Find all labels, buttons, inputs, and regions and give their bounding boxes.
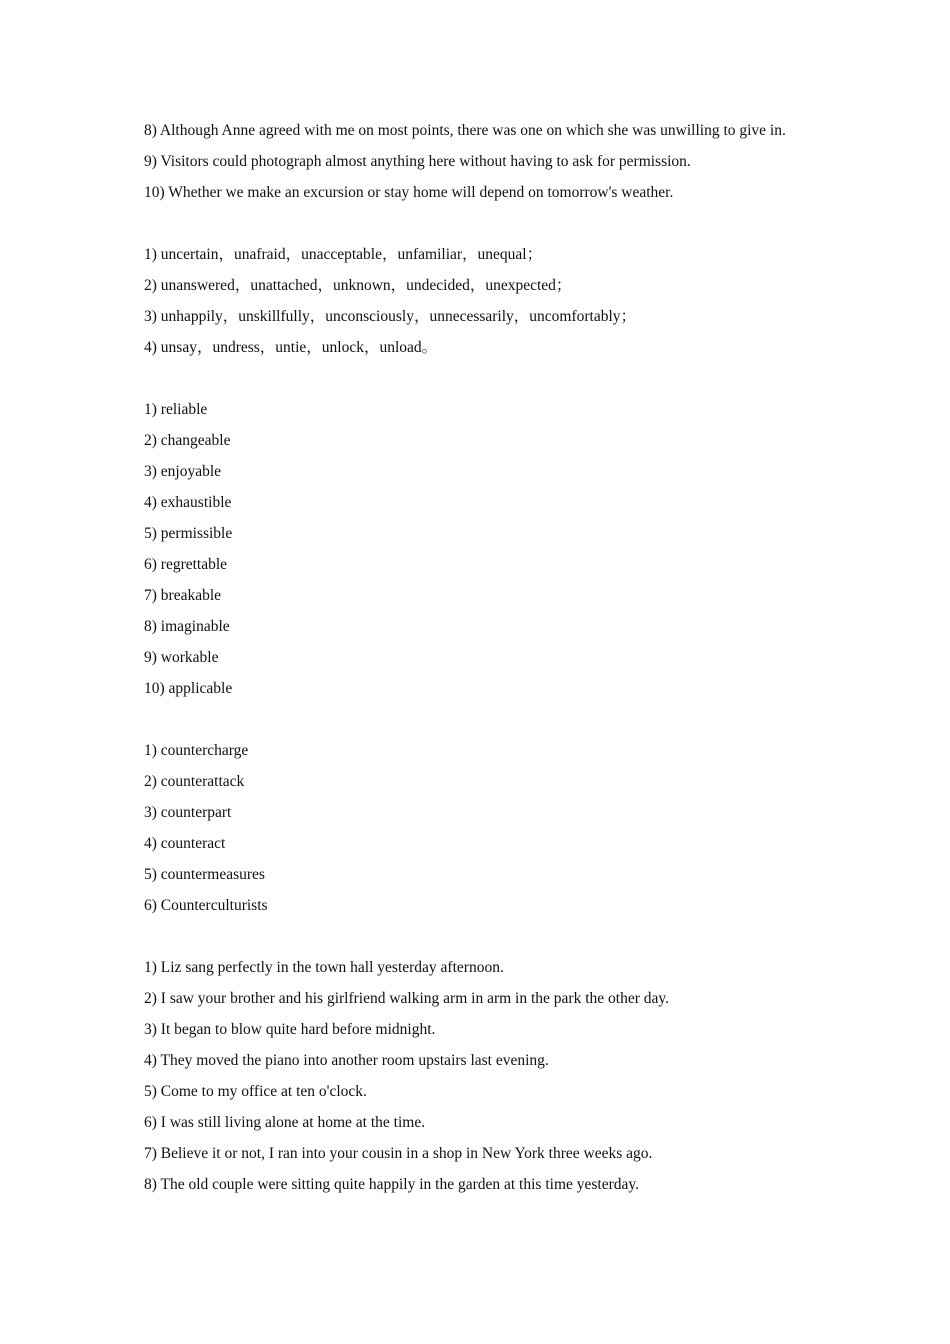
answer-item: 2) counterattack xyxy=(144,773,245,790)
answer-item: 3) enjoyable xyxy=(144,463,222,480)
document-page xyxy=(144,118,809,1203)
answer-item: 8) Although Anne agreed with me on most points, there was one on which she was unwilling to give in. xyxy=(144,122,786,139)
answer-item: 4) They moved the piano into another room upstairs last evening. xyxy=(144,1052,549,1069)
answer-item: 8) The old couple were sitting quite happily in the garden at this time yesterday. xyxy=(144,1176,640,1193)
answer-item: 1) countercharge xyxy=(144,742,249,759)
answer-item: 10) applicable xyxy=(144,680,233,697)
answer-item: 5) countermeasures xyxy=(144,866,265,883)
section-gap xyxy=(144,366,809,397)
section-gap xyxy=(144,211,809,242)
answer-item: 1) reliable xyxy=(144,401,208,418)
answer-item: 5) Come to my office at ten o'clock. xyxy=(144,1083,367,1100)
answer-item: 9) workable xyxy=(144,649,219,666)
answer-item: 6) I was still living alone at home at the time. xyxy=(144,1114,426,1131)
section-gap xyxy=(144,707,809,738)
answer-item: 10) Whether we make an excursion or stay home will depend on tomorrow's weather. xyxy=(144,184,674,201)
section-sentences-continued xyxy=(144,118,809,205)
answer-item: 7) Believe it or not, I ran into your cousin in a shop in New York three weeks ago. xyxy=(144,1145,653,1162)
answer-item: 2) unanswered，unattached，unknown，undecided，unexpected； xyxy=(144,277,572,294)
answer-item: 3) counterpart xyxy=(144,804,232,821)
answer-item: 4) exhaustible xyxy=(144,494,232,511)
section-counter-prefix-words xyxy=(144,738,809,918)
answer-item: 1) Liz sang perfectly in the town hall yesterday afternoon. xyxy=(144,959,504,976)
answer-item: 3) unhappily，unskillfully，unconsciously，unnecessarily，uncomfortably； xyxy=(144,308,637,325)
answer-item: 2) changeable xyxy=(144,432,231,449)
answer-item: 6) Counterculturists xyxy=(144,897,268,914)
answer-item: 8) imaginable xyxy=(144,618,230,635)
answer-item: 6) regrettable xyxy=(144,556,228,573)
section-un-prefix-words xyxy=(144,242,809,360)
answer-item: 5) permissible xyxy=(144,525,233,542)
section-gap xyxy=(144,924,809,955)
answer-item: 1) uncertain，unafraid，unacceptable，unfamiliar，unequal； xyxy=(144,246,543,263)
answer-item: 4) counteract xyxy=(144,835,226,852)
section-able-suffix-words xyxy=(144,397,809,701)
answer-item: 2) I saw your brother and his girlfriend walking arm in arm in the park the other day. xyxy=(144,990,669,1007)
answer-item: 4) unsay，undress，untie，unlock，unload。 xyxy=(144,339,438,356)
answer-item: 7) breakable xyxy=(144,587,222,604)
answer-item: 3) It began to blow quite hard before midnight. xyxy=(144,1021,436,1038)
section-adverbial-sentences xyxy=(144,955,809,1197)
answer-item: 9) Visitors could photograph almost anything here without having to ask for permission. xyxy=(144,153,691,170)
